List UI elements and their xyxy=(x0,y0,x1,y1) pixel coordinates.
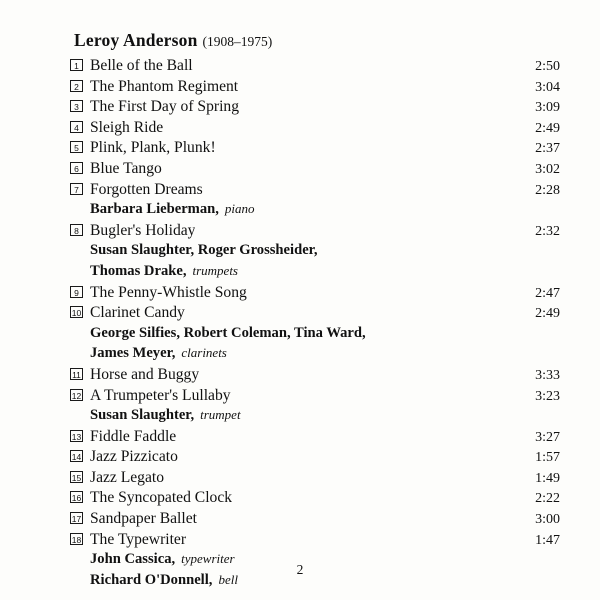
track-duration: 3:04 xyxy=(535,79,560,95)
track-number: 1 xyxy=(70,59,83,71)
performer-credit xyxy=(90,201,560,222)
track-row xyxy=(70,57,560,78)
track-row xyxy=(70,139,560,160)
track-row xyxy=(70,98,560,119)
performer-credit xyxy=(90,345,560,366)
track-row xyxy=(70,78,560,99)
track-row xyxy=(70,387,560,408)
composer-dates: (1908–1975) xyxy=(202,34,273,49)
track-number: 14 xyxy=(71,452,82,463)
track-title: The Phantom Regiment xyxy=(90,77,239,95)
track-row xyxy=(70,181,560,202)
track-title: Jazz Pizzicato xyxy=(90,448,178,466)
track-row xyxy=(70,366,560,387)
performer-credit xyxy=(90,242,560,263)
track-title: Fiddle Faddle xyxy=(90,427,177,445)
track-duration: 2:50 xyxy=(535,59,560,74)
track-duration: 2:37 xyxy=(535,141,560,157)
track-number: 9 xyxy=(70,286,83,298)
performer-role: typewriter xyxy=(181,551,235,567)
track-duration: 3:23 xyxy=(535,388,560,404)
track-title: Plink, Plank, Plunk! xyxy=(90,139,216,157)
track-number: 18 xyxy=(71,534,82,545)
track-title: Horse and Buggy xyxy=(90,365,200,383)
track-listing xyxy=(70,57,560,592)
track-title: Jazz Legato xyxy=(90,468,165,486)
track-row xyxy=(70,428,560,449)
track-number: 12 xyxy=(71,390,82,401)
performer-name: John Cassica, xyxy=(90,551,176,568)
track-row xyxy=(70,510,560,531)
performer-role: trumpets xyxy=(192,262,238,278)
performer-name: Thomas Drake, xyxy=(90,262,187,279)
track-row xyxy=(70,160,560,181)
track-title: Bugler's Holiday xyxy=(90,221,196,239)
track-duration: 2:47 xyxy=(535,285,560,301)
track-duration: 2:28 xyxy=(535,182,560,198)
track-number: 13 xyxy=(71,431,82,442)
track-number: 7 xyxy=(70,183,83,195)
track-number: 5 xyxy=(70,141,83,153)
performer-role: clarinets xyxy=(181,345,227,361)
track-title: A Trumpeter's Lullaby xyxy=(90,386,231,404)
track-row xyxy=(70,304,560,325)
track-duration: 1:47 xyxy=(535,532,560,548)
track-number: 11 xyxy=(70,368,83,380)
track-duration: 3:02 xyxy=(535,161,560,177)
performer-credit xyxy=(90,325,560,346)
track-duration: 1:57 xyxy=(535,450,560,466)
track-row xyxy=(70,119,560,140)
track-number: 10 xyxy=(71,308,82,319)
performer-credit xyxy=(90,263,560,284)
track-row xyxy=(70,489,560,510)
track-title: The First Day of Spring xyxy=(90,98,239,116)
track-title: Forgotten Dreams xyxy=(90,180,203,198)
composer-heading xyxy=(74,30,560,51)
track-duration: 1:49 xyxy=(535,470,560,486)
track-title: Sandpaper Ballet xyxy=(90,510,197,528)
track-duration: 2:49 xyxy=(535,306,560,322)
track-duration: 3:09 xyxy=(535,100,560,116)
performer-name: Barbara Lieberman, xyxy=(90,201,219,218)
performer-name: Susan Slaughter, xyxy=(90,407,195,424)
track-number: 4 xyxy=(70,121,83,133)
performer-name: George Silfies, Robert Coleman, Tina Ward, xyxy=(90,324,366,341)
track-row xyxy=(70,531,560,552)
track-title: The Syncopated Clock xyxy=(90,489,233,507)
track-row xyxy=(70,284,560,305)
track-duration: 3:00 xyxy=(535,512,560,528)
page-number: 2 xyxy=(296,562,304,577)
track-number: 3 xyxy=(70,100,83,112)
performer-name: Susan Slaughter, Roger Grossheider, xyxy=(90,242,318,259)
track-title: The Penny-Whistle Song xyxy=(90,283,247,301)
track-row xyxy=(70,222,560,243)
track-number: 15 xyxy=(71,472,82,483)
performer-credit xyxy=(90,407,560,428)
track-duration: 2:32 xyxy=(535,223,560,239)
composer-name: Leroy Anderson xyxy=(74,30,198,50)
track-duration: 2:22 xyxy=(535,491,560,507)
track-row xyxy=(70,448,560,469)
track-duration: 3:33 xyxy=(535,367,560,383)
track-title: Clarinet Candy xyxy=(90,304,185,322)
performer-name: James Meyer, xyxy=(90,345,176,362)
track-duration: 3:27 xyxy=(535,429,560,445)
track-title: Sleigh Ride xyxy=(90,118,164,136)
track-number: 8 xyxy=(70,224,83,236)
track-row xyxy=(70,469,560,490)
track-title: Blue Tango xyxy=(90,159,162,177)
track-number: 6 xyxy=(70,162,83,174)
track-title: The Typewriter xyxy=(90,530,187,548)
track-duration: 2:49 xyxy=(535,120,560,136)
performer-role: piano xyxy=(224,201,255,217)
performer-name: Richard O'Donnell, xyxy=(90,571,213,588)
track-number: 2 xyxy=(70,80,83,92)
track-number: 17 xyxy=(71,514,82,525)
performer-role: trumpet xyxy=(200,407,241,423)
performer-role: bell xyxy=(218,571,238,587)
track-number: 16 xyxy=(71,493,82,504)
track-title: Belle of the Ball xyxy=(90,57,193,74)
